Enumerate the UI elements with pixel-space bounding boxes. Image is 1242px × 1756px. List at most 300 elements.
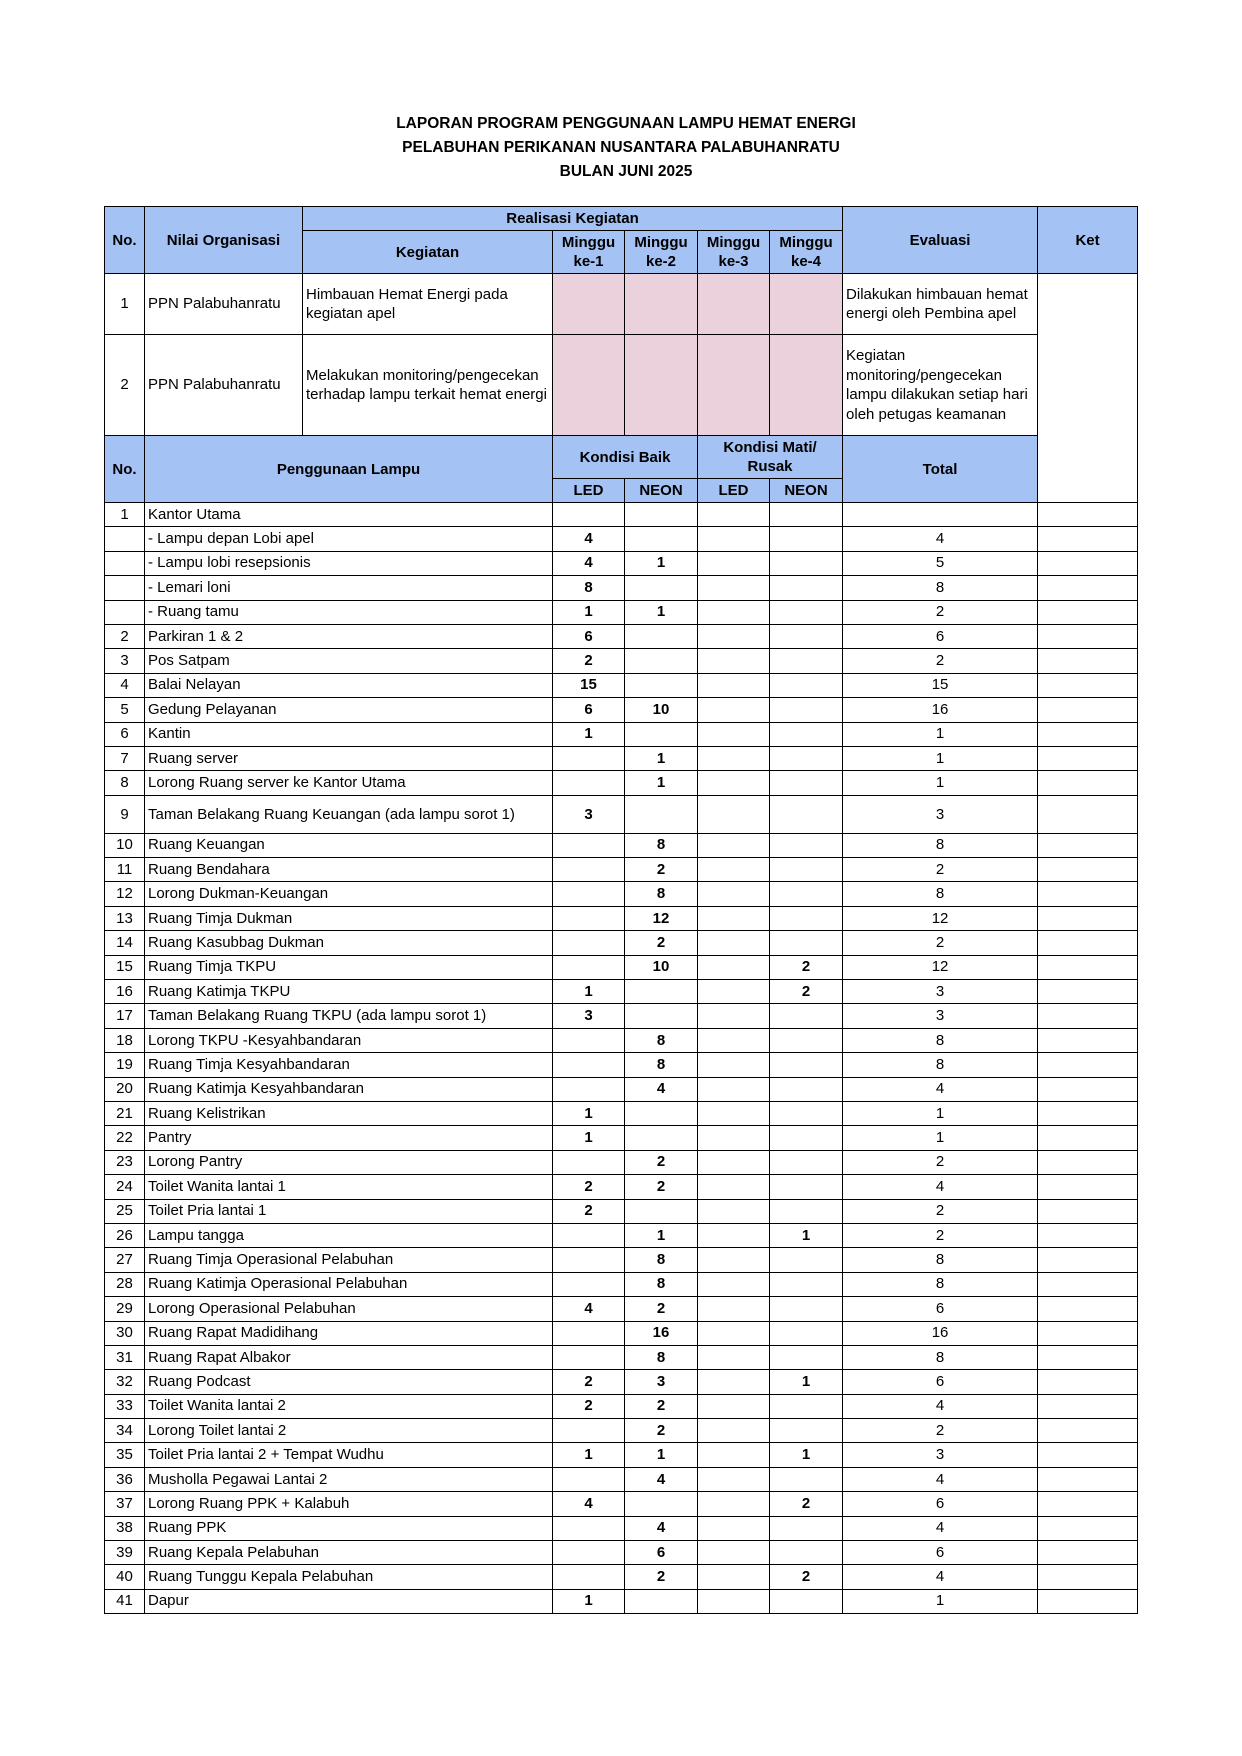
lamp-row — [105, 882, 1138, 906]
lamp-led-good — [553, 1419, 625, 1443]
lamp-row — [105, 1419, 1138, 1443]
lamp-led-good: 1 — [553, 1126, 625, 1150]
lamp-led-broken — [698, 527, 770, 551]
lamp-neon-good: 1 — [625, 1223, 698, 1247]
lamp-total: 2 — [843, 1199, 1038, 1223]
lamp-total: 8 — [843, 882, 1038, 906]
lamp-location: Ruang Katimja Operasional Pelabuhan — [145, 1272, 553, 1296]
lamp-neon-broken — [770, 1516, 843, 1540]
lamp-led-good — [553, 882, 625, 906]
lamp-total: 5 — [843, 551, 1038, 575]
lamp-led-good: 1 — [553, 1589, 625, 1613]
activity-kegiatan: Melakukan monitoring/pengecekan terhadap lampu terkait hemat energi — [303, 335, 553, 436]
lamp-no: 5 — [105, 698, 145, 722]
lamp-led-broken — [698, 1443, 770, 1467]
lamp-row — [105, 1541, 1138, 1565]
lamp-led-good — [553, 1516, 625, 1540]
lamp-neon-good — [625, 649, 698, 673]
lamp-led-broken — [698, 1492, 770, 1516]
lamp-neon-good: 8 — [625, 1272, 698, 1296]
lamp-neon-broken — [770, 503, 843, 527]
lamp-led-broken — [698, 600, 770, 624]
lamp-neon-broken — [770, 649, 843, 673]
lamp-location: Gedung Pelayanan — [145, 698, 553, 722]
activity-row — [105, 335, 1138, 436]
lamp-ket — [1038, 1419, 1138, 1443]
report-title: LAPORAN PROGRAM PENGGUNAAN LAMPU HEMAT ENERGI — [396, 115, 856, 132]
lamp-ket — [1038, 624, 1138, 648]
lamp-location: Toilet Pria lantai 2 + Tempat Wudhu — [145, 1443, 553, 1467]
lamp-no: 10 — [105, 833, 145, 857]
lamp-ket — [1038, 833, 1138, 857]
lamp-neon-broken — [770, 1028, 843, 1052]
lamp-no: 21 — [105, 1101, 145, 1125]
lamp-neon-broken — [770, 1248, 843, 1272]
lamp-location: Toilet Wanita lantai 2 — [145, 1394, 553, 1418]
lamp-led-broken — [698, 576, 770, 600]
lamp-neon-good: 16 — [625, 1321, 698, 1345]
lamp-ket — [1038, 1077, 1138, 1101]
lamp-location: Ruang Bendahara — [145, 858, 553, 882]
lamp-ket — [1038, 503, 1138, 527]
lamp-neon-broken — [770, 527, 843, 551]
header-week-4: Minggu ke-4 — [770, 231, 843, 274]
lamp-neon-broken — [770, 858, 843, 882]
activity-evaluasi: Kegiatan monitoring/pengecekan lampu dilakukan setiap hari oleh petugas keamanan — [843, 335, 1038, 436]
lamp-led-good: 2 — [553, 1370, 625, 1394]
lamp-ket — [1038, 1126, 1138, 1150]
activity-row — [105, 274, 1138, 335]
lamp-neon-good — [625, 576, 698, 600]
lamp-no: 8 — [105, 771, 145, 795]
lamp-total: 1 — [843, 771, 1038, 795]
lamp-led-good: 4 — [553, 1297, 625, 1321]
lamp-ket — [1038, 1516, 1138, 1540]
lamp-led-broken — [698, 1150, 770, 1174]
lamp-location: Ruang Katimja Kesyahbandaran — [145, 1077, 553, 1101]
lamp-total: 2 — [843, 1223, 1038, 1247]
lamp-neon-good: 1 — [625, 746, 698, 770]
lamp-total: 12 — [843, 906, 1038, 930]
lamp-led-broken — [698, 1077, 770, 1101]
lamp-ket — [1038, 1248, 1138, 1272]
lamp-total: 3 — [843, 980, 1038, 1004]
lamp-ket — [1038, 882, 1138, 906]
lamp-row — [105, 746, 1138, 770]
lamp-neon-broken — [770, 1272, 843, 1296]
lamp-neon-good: 4 — [625, 1516, 698, 1540]
lamp-led-good — [553, 1541, 625, 1565]
lamp-no: 18 — [105, 1028, 145, 1052]
lamp-led-broken — [698, 673, 770, 697]
lamp-header-neon-broken: NEON — [770, 479, 843, 503]
lamp-led-good — [553, 833, 625, 857]
lamp-total: 6 — [843, 1541, 1038, 1565]
lamp-neon-broken — [770, 1101, 843, 1125]
lamp-neon-broken — [770, 551, 843, 575]
lamp-led-good: 2 — [553, 1199, 625, 1223]
lamp-no: 15 — [105, 955, 145, 979]
lamp-header-neon: NEON — [625, 479, 698, 503]
lamp-led-good: 2 — [553, 1394, 625, 1418]
lamp-total: 4 — [843, 1565, 1038, 1589]
lamp-ket — [1038, 858, 1138, 882]
lamp-no — [105, 527, 145, 551]
lamp-ket — [1038, 1345, 1138, 1369]
lamp-no: 34 — [105, 1419, 145, 1443]
activity-org: PPN Palabuhanratu — [145, 335, 303, 436]
lamp-total: 4 — [843, 1394, 1038, 1418]
lamp-ket — [1038, 1053, 1138, 1077]
lamp-location: Lorong Dukman-Keuangan — [145, 882, 553, 906]
activity-week-4-cell — [770, 274, 843, 335]
lamp-total: 4 — [843, 527, 1038, 551]
lamp-no: 40 — [105, 1565, 145, 1589]
lamp-ket — [1038, 1272, 1138, 1296]
lamp-led-good — [553, 1565, 625, 1589]
lamp-ket — [1038, 1443, 1138, 1467]
lamp-led-broken — [698, 1199, 770, 1223]
lamp-row — [105, 1565, 1138, 1589]
lamp-neon-broken: 1 — [770, 1443, 843, 1467]
lamp-row — [105, 955, 1138, 979]
lamp-no: 12 — [105, 882, 145, 906]
lamp-neon-good: 2 — [625, 1565, 698, 1589]
lamp-ket — [1038, 1565, 1138, 1589]
lamp-no: 37 — [105, 1492, 145, 1516]
lamp-led-good: 3 — [553, 1004, 625, 1028]
activity-evaluasi: Dilakukan himbauan hemat energi oleh Pembina apel — [843, 274, 1038, 335]
lamp-led-good: 1 — [553, 600, 625, 624]
lamp-led-broken — [698, 1126, 770, 1150]
lamp-no: 30 — [105, 1321, 145, 1345]
lamp-location: Lorong Ruang PPK + Kalabuh — [145, 1492, 553, 1516]
lamp-led-good — [553, 955, 625, 979]
lamp-neon-broken: 2 — [770, 955, 843, 979]
lamp-led-broken — [698, 795, 770, 833]
lamp-led-broken — [698, 833, 770, 857]
lamp-ket — [1038, 931, 1138, 955]
report-table — [104, 206, 1138, 1614]
lamp-total: 2 — [843, 1419, 1038, 1443]
lamp-ket — [1038, 1541, 1138, 1565]
lamp-total: 4 — [843, 1516, 1038, 1540]
lamp-ket — [1038, 673, 1138, 697]
lamp-neon-broken — [770, 833, 843, 857]
lamp-total: 2 — [843, 858, 1038, 882]
lamp-total: 6 — [843, 1492, 1038, 1516]
lamp-neon-broken — [770, 1419, 843, 1443]
lamp-neon-good: 1 — [625, 551, 698, 575]
lamp-no: 26 — [105, 1223, 145, 1247]
ket-cell — [1038, 274, 1138, 503]
header-ket: Ket — [1038, 207, 1138, 274]
lamp-neon-broken — [770, 1589, 843, 1613]
lamp-location: Lorong Toilet lantai 2 — [145, 1419, 553, 1443]
lamp-location: Kantin — [145, 722, 553, 746]
lamp-led-broken — [698, 955, 770, 979]
lamp-ket — [1038, 649, 1138, 673]
lamp-led-good: 1 — [553, 980, 625, 1004]
lamp-header-good: Kondisi Baik — [553, 436, 698, 479]
lamp-led-good — [553, 771, 625, 795]
activity-kegiatan: Himbauan Hemat Energi pada kegiatan apel — [303, 274, 553, 335]
lamp-neon-broken: 1 — [770, 1223, 843, 1247]
lamp-ket — [1038, 955, 1138, 979]
lamp-neon-good: 10 — [625, 698, 698, 722]
lamp-location: Ruang Rapat Albakor — [145, 1345, 553, 1369]
lamp-ket — [1038, 527, 1138, 551]
lamp-row — [105, 1589, 1138, 1613]
lamp-led-broken — [698, 1101, 770, 1125]
lamp-neon-good — [625, 1004, 698, 1028]
lamp-row — [105, 1199, 1138, 1223]
lamp-location: Taman Belakang Ruang Keuangan (ada lampu sorot 1) — [145, 795, 553, 833]
lamp-row — [105, 1297, 1138, 1321]
lamp-location: Ruang Timja Kesyahbandaran — [145, 1053, 553, 1077]
lamp-led-good — [553, 1248, 625, 1272]
lamp-total: 1 — [843, 1101, 1038, 1125]
lamp-ket — [1038, 1028, 1138, 1052]
lamp-location: Ruang Timja Operasional Pelabuhan — [145, 1248, 553, 1272]
lamp-neon-good: 6 — [625, 1541, 698, 1565]
lamp-neon-good — [625, 1101, 698, 1125]
lamp-no: 4 — [105, 673, 145, 697]
lamp-led-good: 3 — [553, 795, 625, 833]
lamp-no: 29 — [105, 1297, 145, 1321]
lamp-neon-good: 2 — [625, 1150, 698, 1174]
lamp-total: 2 — [843, 600, 1038, 624]
lamp-led-broken — [698, 882, 770, 906]
lamp-no: 33 — [105, 1394, 145, 1418]
lamp-no: 2 — [105, 624, 145, 648]
lamp-row — [105, 624, 1138, 648]
lamp-row — [105, 1370, 1138, 1394]
activity-week-4-cell — [770, 335, 843, 436]
lamp-ket — [1038, 771, 1138, 795]
lamp-led-good: 4 — [553, 1492, 625, 1516]
lamp-led-broken — [698, 1028, 770, 1052]
lamp-neon-good: 3 — [625, 1370, 698, 1394]
lamp-neon-broken: 2 — [770, 1565, 843, 1589]
lamp-no: 36 — [105, 1467, 145, 1491]
lamp-ket — [1038, 1321, 1138, 1345]
lamp-row — [105, 649, 1138, 673]
lamp-neon-good: 8 — [625, 1028, 698, 1052]
lamp-total: 1 — [843, 1589, 1038, 1613]
lamp-total: 16 — [843, 698, 1038, 722]
lamp-ket — [1038, 795, 1138, 833]
activity-week-2-cell — [625, 335, 698, 436]
lamp-row — [105, 673, 1138, 697]
lamp-neon-good — [625, 1492, 698, 1516]
lamp-led-good: 6 — [553, 698, 625, 722]
lamp-row — [105, 1126, 1138, 1150]
lamp-neon-good — [625, 503, 698, 527]
header-evaluasi: Evaluasi — [843, 207, 1038, 274]
lamp-no: 14 — [105, 931, 145, 955]
lamp-ket — [1038, 746, 1138, 770]
report-title-block — [0, 112, 1242, 184]
lamp-neon-broken — [770, 906, 843, 930]
lamp-neon-good — [625, 673, 698, 697]
lamp-neon-good: 1 — [625, 1443, 698, 1467]
lamp-neon-broken — [770, 1077, 843, 1101]
lamp-neon-good: 10 — [625, 955, 698, 979]
lamp-no: 20 — [105, 1077, 145, 1101]
lamp-led-broken — [698, 1321, 770, 1345]
lamp-led-good — [553, 858, 625, 882]
lamp-row — [105, 1272, 1138, 1296]
lamp-no: 16 — [105, 980, 145, 1004]
lamp-led-broken — [698, 980, 770, 1004]
lamp-neon-good: 8 — [625, 833, 698, 857]
lamp-neon-good — [625, 722, 698, 746]
lamp-row — [105, 980, 1138, 1004]
lamp-neon-good: 1 — [625, 771, 698, 795]
lamp-led-good — [553, 1077, 625, 1101]
lamp-neon-broken — [770, 1541, 843, 1565]
header-week-1: Minggu ke-1 — [553, 231, 625, 274]
lamp-location: Lampu tangga — [145, 1223, 553, 1247]
lamp-row — [105, 771, 1138, 795]
lamp-led-broken — [698, 722, 770, 746]
lamp-neon-broken — [770, 722, 843, 746]
lamp-location: Ruang Podcast — [145, 1370, 553, 1394]
lamp-neon-good: 4 — [625, 1467, 698, 1491]
lamp-total: 8 — [843, 1272, 1038, 1296]
lamp-row — [105, 576, 1138, 600]
lamp-location: - Lemari loni — [145, 576, 553, 600]
lamp-neon-broken — [770, 673, 843, 697]
lamp-location: Ruang PPK — [145, 1516, 553, 1540]
lamp-neon-broken — [770, 1394, 843, 1418]
lamp-location: Ruang Rapat Madidihang — [145, 1321, 553, 1345]
lamp-row — [105, 1443, 1138, 1467]
lamp-location: Ruang Tunggu Kepala Pelabuhan — [145, 1565, 553, 1589]
lamp-row — [105, 1345, 1138, 1369]
lamp-neon-good: 4 — [625, 1077, 698, 1101]
lamp-no: 41 — [105, 1589, 145, 1613]
activity-no: 2 — [105, 335, 145, 436]
lamp-led-good: 6 — [553, 624, 625, 648]
lamp-total: 1 — [843, 746, 1038, 770]
lamp-neon-good — [625, 1589, 698, 1613]
activity-week-3-cell — [698, 335, 770, 436]
lamp-location: Lorong Pantry — [145, 1150, 553, 1174]
lamp-location: Pos Satpam — [145, 649, 553, 673]
lamp-led-broken — [698, 624, 770, 648]
lamp-led-broken — [698, 1175, 770, 1199]
activity-header-row — [105, 207, 1138, 231]
lamp-location: Pantry — [145, 1126, 553, 1150]
lamp-led-good: 8 — [553, 576, 625, 600]
lamp-location: Ruang Kepala Pelabuhan — [145, 1541, 553, 1565]
lamp-total: 8 — [843, 1028, 1038, 1052]
lamp-no: 7 — [105, 746, 145, 770]
lamp-neon-broken — [770, 1004, 843, 1028]
lamp-location: Parkiran 1 & 2 — [145, 624, 553, 648]
lamp-total: 8 — [843, 1345, 1038, 1369]
lamp-location: Lorong Operasional Pelabuhan — [145, 1297, 553, 1321]
lamp-led-good — [553, 503, 625, 527]
lamp-location: Taman Belakang Ruang TKPU (ada lampu sorot 1) — [145, 1004, 553, 1028]
lamp-ket — [1038, 1297, 1138, 1321]
lamp-neon-good — [625, 795, 698, 833]
activity-week-2-cell — [625, 274, 698, 335]
lamp-led-broken — [698, 1565, 770, 1589]
lamp-neon-good: 8 — [625, 1345, 698, 1369]
activity-week-3-cell — [698, 274, 770, 335]
lamp-led-broken — [698, 1297, 770, 1321]
lamp-row — [105, 698, 1138, 722]
lamp-led-broken — [698, 551, 770, 575]
lamp-led-good — [553, 1028, 625, 1052]
lamp-led-good: 1 — [553, 1443, 625, 1467]
lamp-neon-broken — [770, 600, 843, 624]
lamp-location: Musholla Pegawai Lantai 2 — [145, 1467, 553, 1491]
lamp-no: 9 — [105, 795, 145, 833]
lamp-total: 3 — [843, 1004, 1038, 1028]
lamp-no: 3 — [105, 649, 145, 673]
lamp-neon-broken — [770, 1199, 843, 1223]
lamp-ket — [1038, 1101, 1138, 1125]
lamp-total: 12 — [843, 955, 1038, 979]
lamp-row — [105, 551, 1138, 575]
lamp-led-good: 1 — [553, 1101, 625, 1125]
lamp-neon-broken — [770, 624, 843, 648]
lamp-led-good — [553, 746, 625, 770]
lamp-no: 38 — [105, 1516, 145, 1540]
lamp-led-broken — [698, 1272, 770, 1296]
lamp-no — [105, 576, 145, 600]
lamp-row — [105, 1321, 1138, 1345]
lamp-no: 22 — [105, 1126, 145, 1150]
activity-week-1-cell — [553, 335, 625, 436]
lamp-row — [105, 1053, 1138, 1077]
lamp-no: 39 — [105, 1541, 145, 1565]
lamp-neon-good — [625, 527, 698, 551]
lamp-ket — [1038, 1199, 1138, 1223]
lamp-total: 1 — [843, 722, 1038, 746]
lamp-total — [843, 503, 1038, 527]
lamp-neon-good: 2 — [625, 1175, 698, 1199]
lamp-total: 8 — [843, 1053, 1038, 1077]
lamp-location: Ruang Kelistrikan — [145, 1101, 553, 1125]
lamp-total: 4 — [843, 1175, 1038, 1199]
lamp-row — [105, 600, 1138, 624]
activity-no: 1 — [105, 274, 145, 335]
lamp-ket — [1038, 1467, 1138, 1491]
lamp-led-broken — [698, 1223, 770, 1247]
lamp-row — [105, 527, 1138, 551]
lamp-location: - Lampu depan Lobi apel — [145, 527, 553, 551]
lamp-total: 15 — [843, 673, 1038, 697]
lamp-location: Ruang Timja TKPU — [145, 955, 553, 979]
lamp-row — [105, 1248, 1138, 1272]
lamp-location: Ruang Timja Dukman — [145, 906, 553, 930]
lamp-no: 35 — [105, 1443, 145, 1467]
lamp-row — [105, 795, 1138, 833]
lamp-no: 24 — [105, 1175, 145, 1199]
lamp-neon-good: 8 — [625, 1248, 698, 1272]
lamp-neon-good: 2 — [625, 858, 698, 882]
lamp-header-led: LED — [553, 479, 625, 503]
lamp-led-good: 4 — [553, 551, 625, 575]
lamp-led-broken — [698, 858, 770, 882]
lamp-ket — [1038, 600, 1138, 624]
lamp-ket — [1038, 576, 1138, 600]
